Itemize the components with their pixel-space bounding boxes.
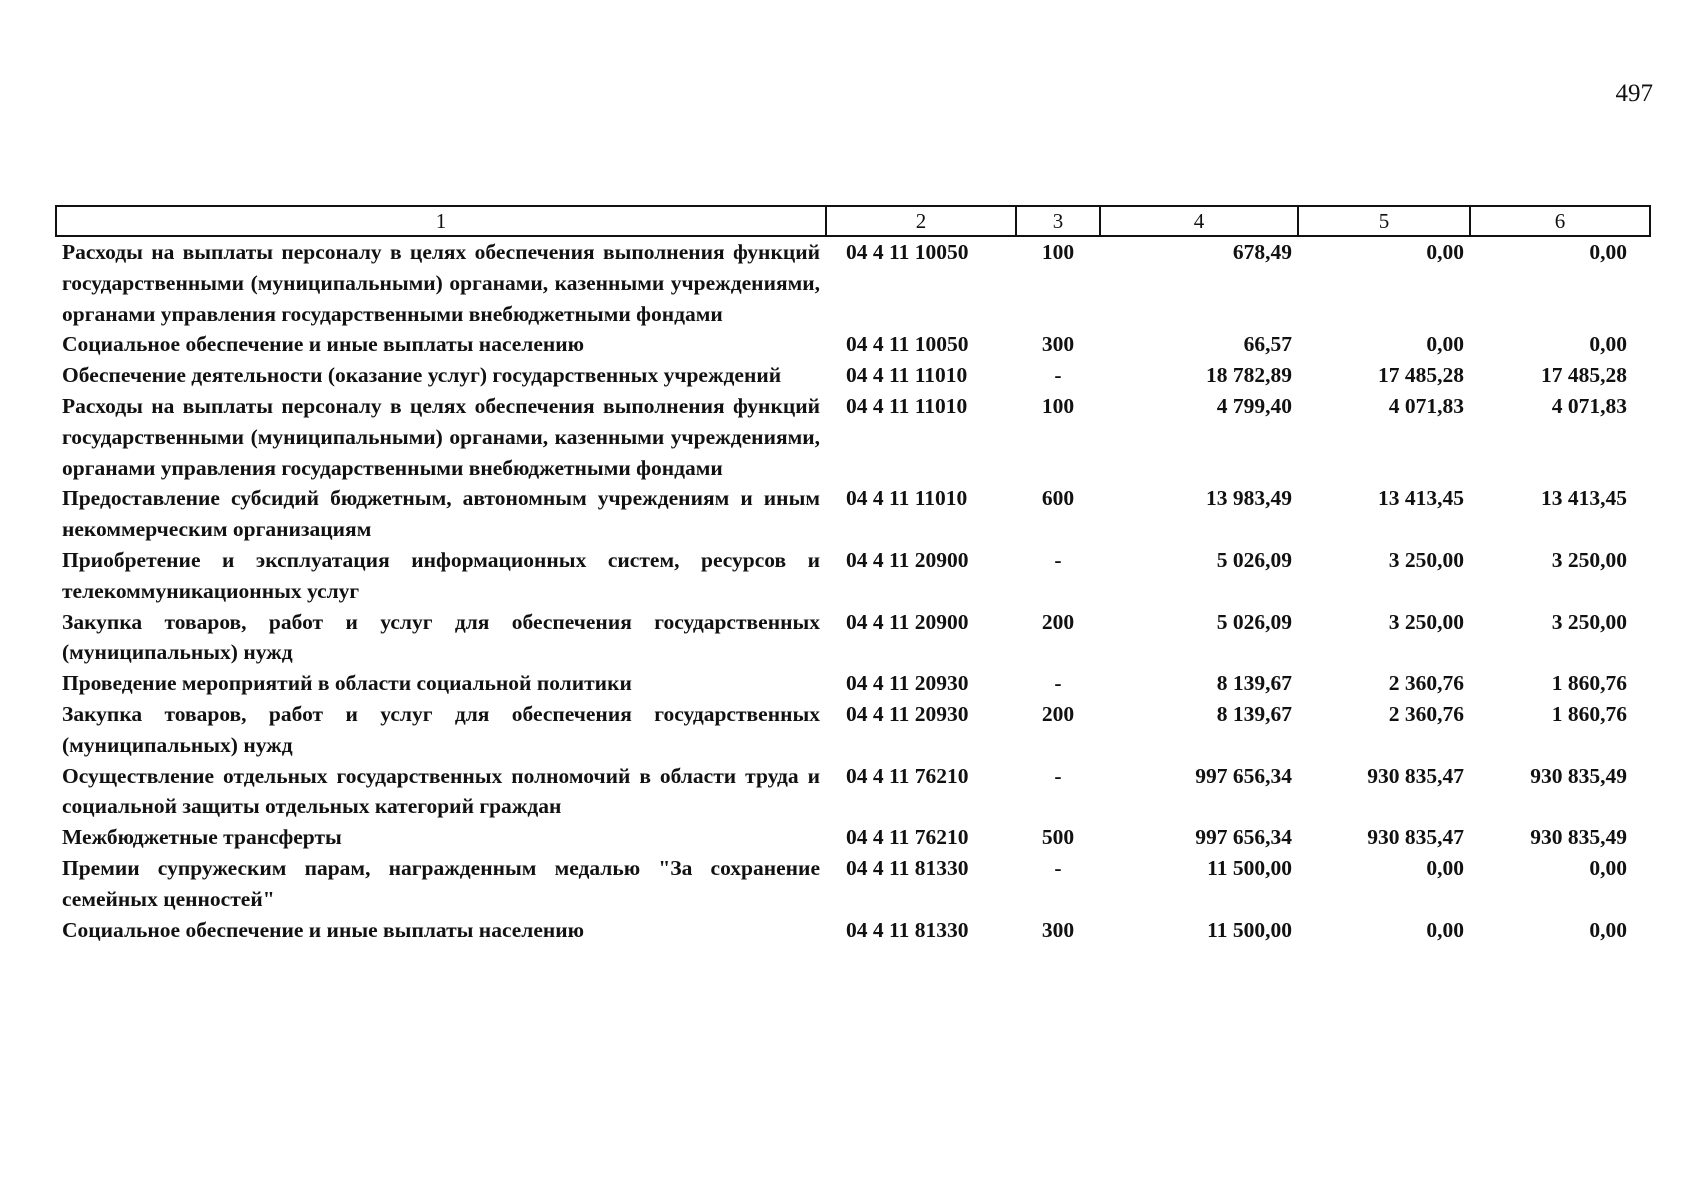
row-value-col4: 678,49 [1232, 240, 1292, 264]
table-body [56, 236, 1650, 945]
row-name: Расходы на выплаты персоналу в целях обеспечения выполнения функций государственными (муниципальными) органами, казенными учреждениями, органами управления государственными внебюджетными фондами [62, 240, 820, 326]
row-code: 04 4 11 76210 [846, 763, 969, 788]
row-value-col5: 2 360,76 [1388, 701, 1464, 726]
row-code: 04 4 11 10050 [846, 240, 969, 264]
row-name: Осуществление отдельных государственных полномочий в области труда и социальной защиты отдельных категорий граждан [62, 763, 820, 819]
row-expense-type: 200 [1041, 701, 1075, 726]
row-expense-type: 300 [1041, 917, 1075, 942]
table-header [56, 206, 1650, 236]
row-value-col4: 997 656,34 [1195, 825, 1292, 850]
row-value-col5: 3 250,00 [1388, 609, 1464, 634]
row-name: Предоставление субсидий бюджетным, автономным учреждениям и иным некоммерческим организациям [62, 486, 820, 542]
row-value-col5: 17 485,28 [1378, 363, 1464, 388]
row-value-col5: 930 835,47 [1367, 825, 1464, 850]
row-value-col6: 3 250,00 [1551, 547, 1627, 572]
page-number: 497 [1615, 80, 1653, 107]
row-code: 04 4 11 20900 [846, 609, 969, 634]
row-value-col5: 0,00 [1426, 917, 1464, 942]
row-code: 04 4 11 81330 [846, 917, 969, 942]
row-expense-type: 100 [1041, 393, 1075, 418]
row-code: 04 4 11 20930 [846, 701, 969, 726]
row-value-col4: 66,57 [1243, 332, 1292, 357]
table-row [56, 822, 1650, 853]
row-code: 04 4 11 11010 [846, 486, 968, 511]
row-name: Проведение мероприятий в области социальной политики [62, 671, 632, 696]
table-row [56, 853, 1650, 915]
row-code: 04 4 11 81330 [846, 855, 969, 880]
row-value-col6: 4 071,83 [1551, 393, 1627, 418]
table-row [56, 391, 1650, 483]
row-value-col6: 930 835,49 [1530, 763, 1627, 788]
row-value-col5: 0,00 [1426, 855, 1464, 880]
table-row [56, 483, 1650, 545]
row-code: 04 4 11 10050 [846, 332, 969, 357]
row-code: 04 4 11 11010 [846, 393, 968, 418]
row-value-col4: 4 799,40 [1216, 393, 1292, 418]
row-value-col6: 1 860,76 [1551, 701, 1627, 726]
row-value-col6: 3 250,00 [1551, 609, 1627, 634]
table-row [56, 329, 1650, 360]
row-value-col4: 18 782,89 [1206, 363, 1292, 388]
row-name: Закупка товаров, работ и услуг для обеспечения государственных (муниципальных) нужд [62, 701, 820, 757]
row-value-col6: 0,00 [1589, 240, 1627, 264]
row-name: Закупка товаров, работ и услуг для обеспечения государственных (муниципальных) нужд [62, 609, 820, 665]
row-value-col4: 8 139,67 [1216, 701, 1292, 726]
row-name: Расходы на выплаты персоналу в целях обеспечения выполнения функций государственными (муниципальными) органами, казенными учреждениями, органами управления государственными внебюджетными фондами [62, 393, 820, 480]
row-code: 04 4 11 76210 [846, 825, 969, 850]
row-expense-type: 100 [1041, 240, 1075, 264]
table-row [56, 607, 1650, 669]
row-value-col5: 0,00 [1426, 240, 1464, 264]
row-expense-type: - [1054, 547, 1062, 572]
table-row [56, 668, 1650, 699]
row-value-col6: 0,00 [1589, 917, 1627, 942]
row-value-col6: 0,00 [1589, 855, 1627, 880]
row-expense-type: 500 [1041, 825, 1075, 850]
table-row [56, 545, 1650, 607]
row-expense-type: - [1054, 363, 1062, 388]
column-header-3: 3 [1016, 206, 1100, 236]
row-value-col4: 5 026,09 [1216, 609, 1292, 634]
row-value-col6: 1 860,76 [1551, 671, 1627, 696]
column-header-2: 2 [826, 206, 1016, 236]
row-name: Премии супружеским парам, награжденным медалью "За сохранение семейных ценностей" [62, 855, 820, 911]
column-header-6: 6 [1470, 206, 1650, 236]
column-header-1: 1 [56, 206, 826, 236]
row-name: Социальное обеспечение и иные выплаты населению [62, 917, 585, 942]
row-expense-type: 300 [1041, 332, 1075, 357]
row-value-col5: 930 835,47 [1367, 763, 1464, 788]
row-value-col5: 0,00 [1426, 332, 1464, 357]
row-value-col5: 13 413,45 [1378, 486, 1464, 511]
row-value-col5: 4 071,83 [1388, 393, 1464, 418]
column-header-5: 5 [1298, 206, 1470, 236]
table-row [56, 915, 1650, 946]
row-code: 04 4 11 11010 [846, 363, 968, 388]
row-expense-type: - [1054, 763, 1062, 788]
row-value-col4: 8 139,67 [1216, 671, 1292, 696]
row-code: 04 4 11 20930 [846, 671, 969, 696]
table-row [56, 236, 1650, 329]
row-value-col4: 11 500,00 [1207, 917, 1292, 942]
table-row [56, 761, 1650, 823]
row-name: Приобретение и эксплуатация информационных систем, ресурсов и телекоммуникационных услуг [62, 547, 820, 603]
row-value-col4: 13 983,49 [1206, 486, 1292, 511]
row-value-col6: 930 835,49 [1530, 825, 1627, 850]
row-value-col5: 3 250,00 [1388, 547, 1464, 572]
table-row [56, 699, 1650, 761]
row-value-col6: 0,00 [1589, 332, 1627, 357]
row-expense-type: - [1054, 855, 1062, 880]
row-code: 04 4 11 20900 [846, 547, 969, 572]
row-name: Социальное обеспечение и иные выплаты населению [62, 332, 585, 357]
row-expense-type: 200 [1041, 609, 1075, 634]
budget-table [55, 205, 1651, 945]
row-expense-type: 600 [1041, 486, 1075, 511]
row-value-col4: 11 500,00 [1207, 855, 1292, 880]
row-value-col6: 17 485,28 [1541, 363, 1627, 388]
column-header-4: 4 [1100, 206, 1298, 236]
row-name: Обеспечение деятельности (оказание услуг) государственных учреждений [62, 363, 782, 388]
row-value-col4: 997 656,34 [1195, 763, 1292, 788]
row-value-col4: 5 026,09 [1216, 547, 1292, 572]
header-row [56, 206, 1650, 236]
row-value-col5: 2 360,76 [1388, 671, 1464, 696]
row-expense-type: - [1054, 671, 1062, 696]
row-name: Межбюджетные трансферты [62, 825, 342, 850]
table-row [56, 360, 1650, 391]
row-value-col6: 13 413,45 [1541, 486, 1627, 511]
